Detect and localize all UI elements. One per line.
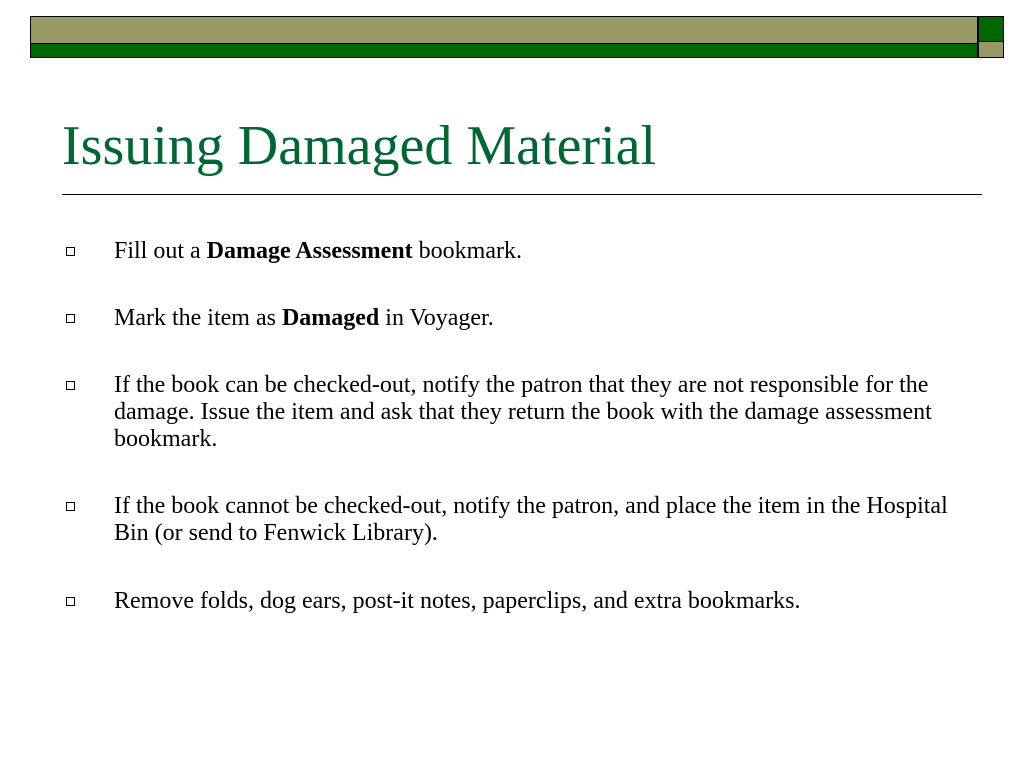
- bullet-text-after: bookmark.: [412, 238, 522, 264]
- bullet-item: [66, 588, 966, 615]
- bullet-bold-text: Damaged: [281, 305, 380, 331]
- square-bullet-icon: [66, 381, 75, 390]
- bullet-text-before: Mark the item as: [114, 305, 282, 331]
- bullet-item: [66, 238, 966, 265]
- header-olive-stripe: [31, 17, 977, 44]
- bullet-text: If the book cannot be checked-out, notify the patron, and place the item in the Hospital Bin (or send to Fenwick Library).: [114, 493, 948, 546]
- title-divider: [62, 194, 982, 195]
- bullet-text-before: Fill out a: [114, 238, 207, 264]
- slide-title: Issuing Damaged Material: [62, 115, 657, 177]
- corner-green-square: [978, 16, 1004, 42]
- square-bullet-icon: [66, 502, 75, 511]
- header-green-stripe: [31, 44, 977, 58]
- bullet-text: Remove folds, dog ears, post-it notes, paperclips, and extra bookmarks.: [114, 588, 801, 614]
- bullet-list: [66, 238, 966, 655]
- bullet-bold-text: Damage Assessment: [206, 238, 413, 264]
- square-bullet-icon: [66, 597, 75, 606]
- square-bullet-icon: [66, 247, 75, 256]
- bullet-text-after: in Voyager.: [379, 305, 494, 331]
- bullet-item: [66, 493, 966, 547]
- bullet-item: [66, 372, 966, 453]
- corner-olive-square: [978, 41, 1004, 58]
- square-bullet-icon: [66, 314, 75, 323]
- header-band: [30, 16, 978, 58]
- bullet-text: If the book can be checked-out, notify the patron that they are not responsible for the damage. Issue the item and ask that they return the book with the damage assessment bookmark.: [114, 372, 932, 452]
- bullet-item: [66, 305, 966, 332]
